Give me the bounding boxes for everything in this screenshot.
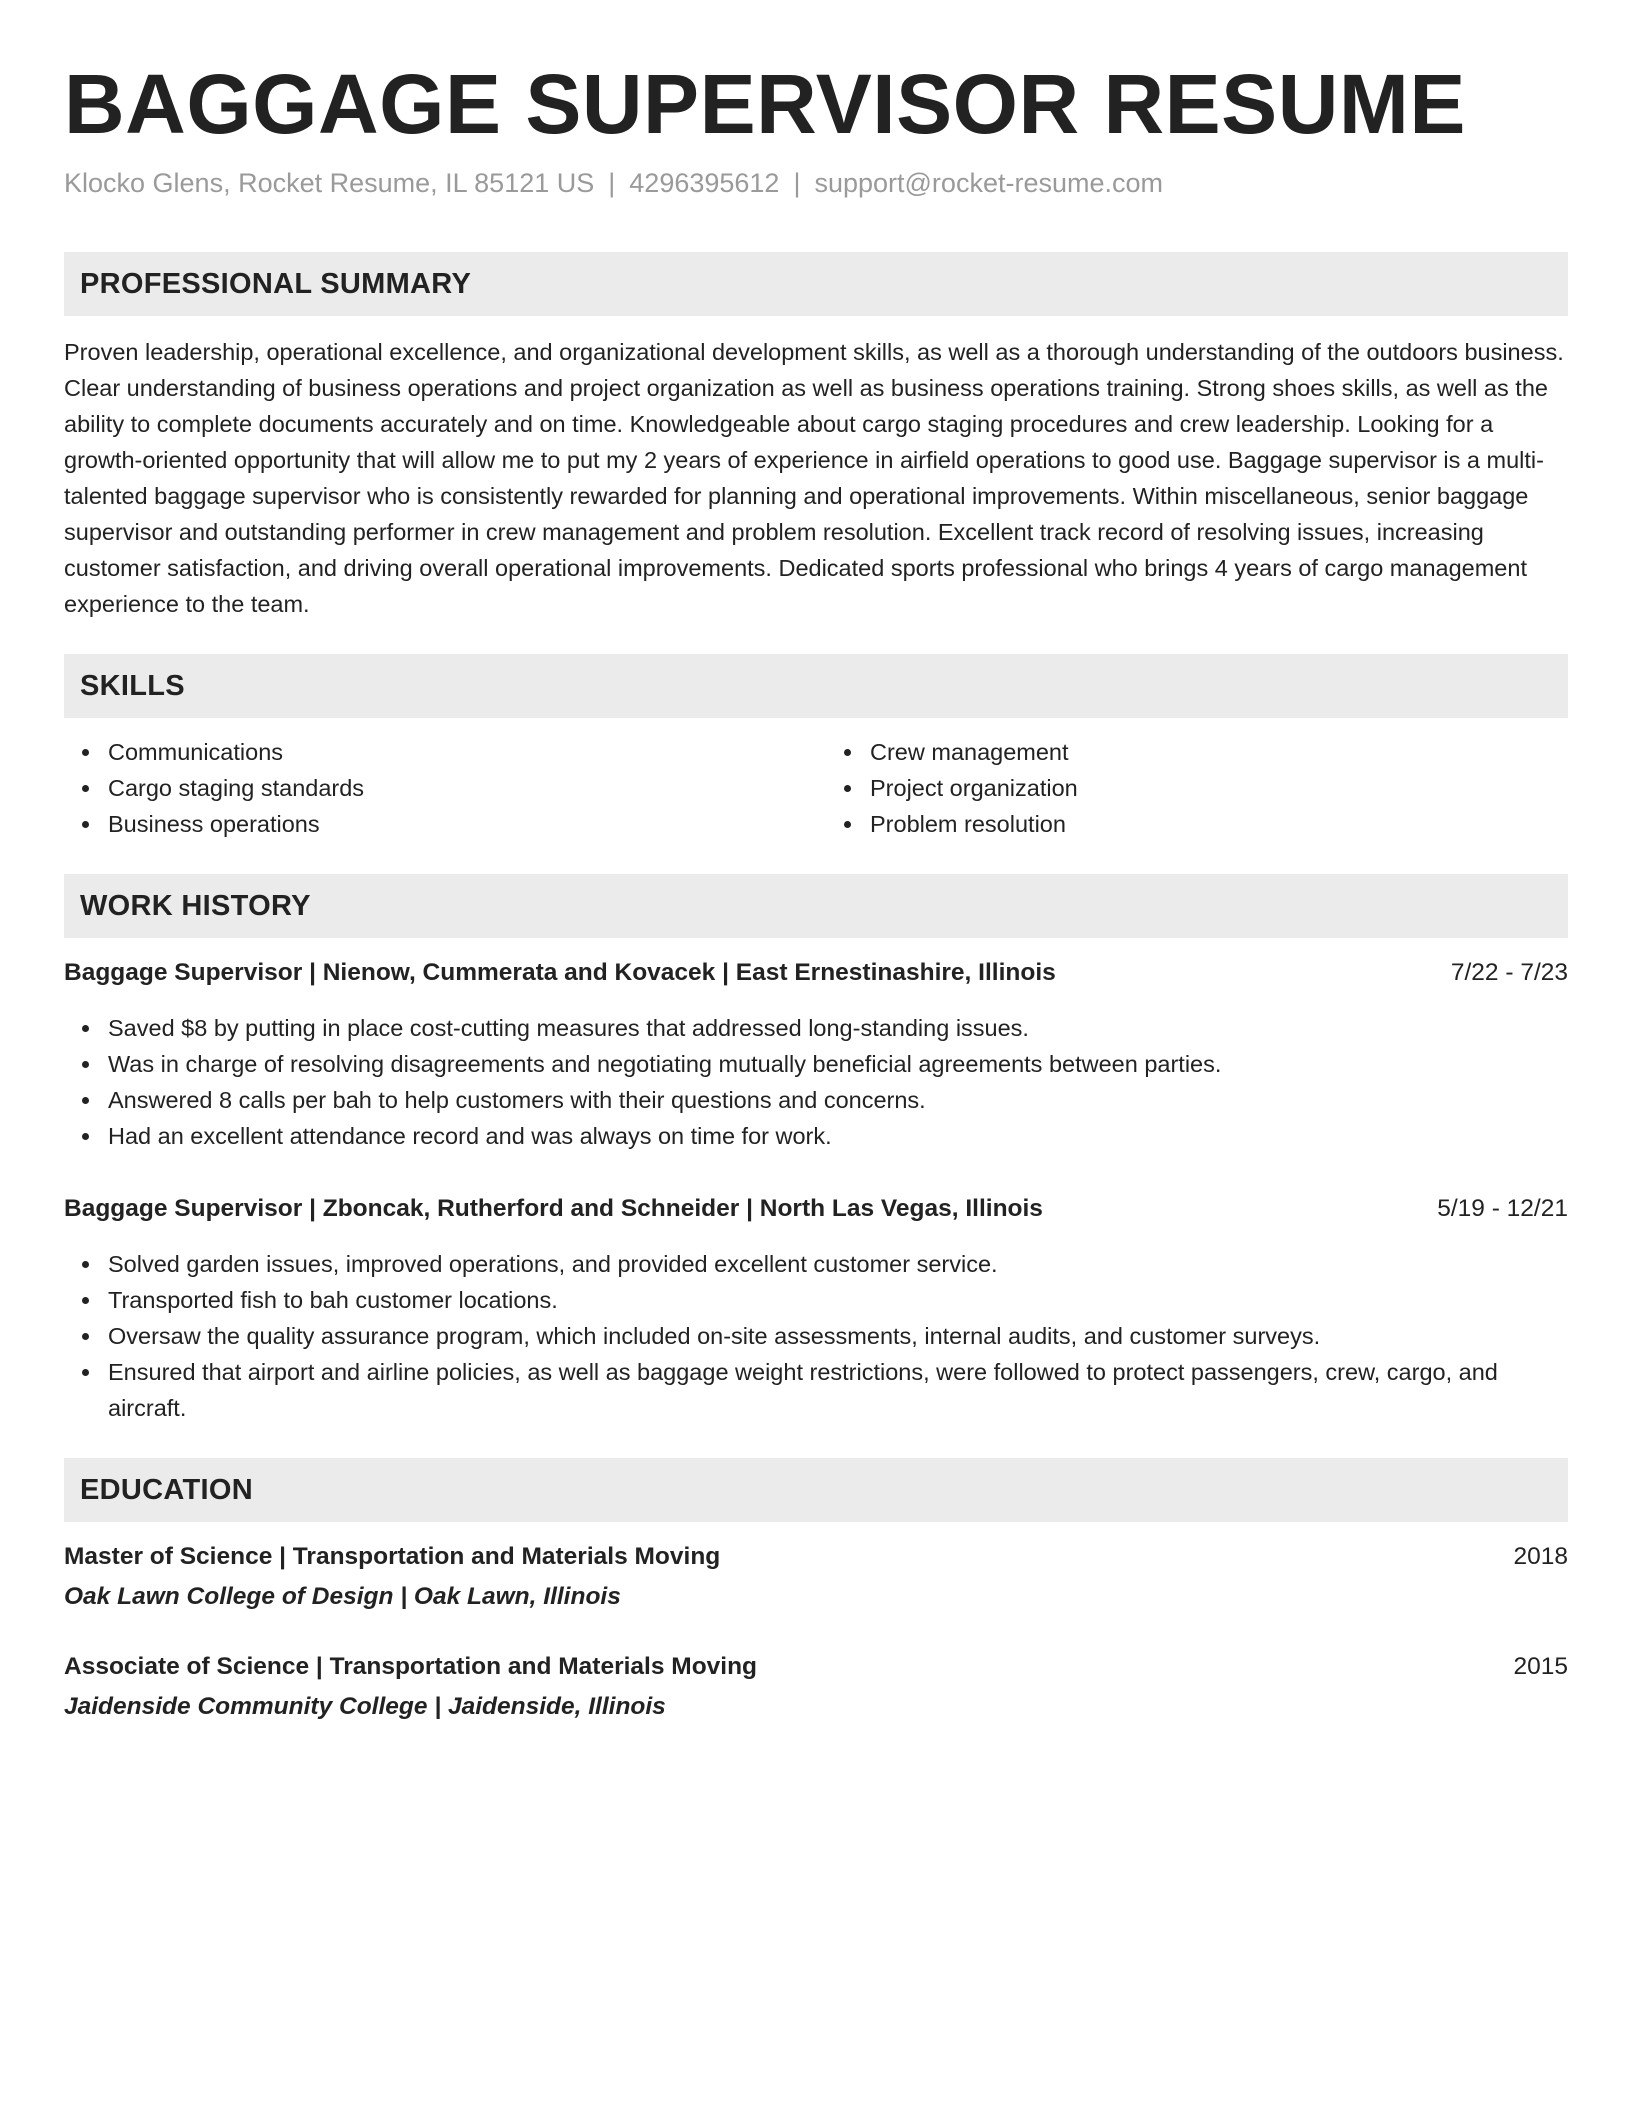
section-heading-education: EDUCATION <box>80 1473 253 1506</box>
education-header <box>64 1650 1568 1684</box>
professional-summary-section <box>64 252 1568 622</box>
skills-list-left <box>64 734 806 842</box>
skill-item: Project organization <box>870 770 1568 806</box>
education-degree: Associate of Science | Transportation and Materials Moving <box>64 1653 758 1680</box>
education-school: Jaidenside Community College | Jaidenside, Illinois <box>64 1693 666 1720</box>
job-bullet: Solved garden issues, improved operations, and provided excellent customer service. <box>108 1246 1568 1282</box>
education-school: Oak Lawn College of Design | Oak Lawn, Illinois <box>64 1583 621 1610</box>
section-header <box>64 252 1568 316</box>
job-dates: 7/22 - 7/23 <box>1450 959 1568 986</box>
education-header <box>64 1540 1568 1574</box>
contact-line <box>64 166 1568 200</box>
resume-title: BAGGAGE SUPERVISOR RESUME <box>64 57 1466 151</box>
job-bullet: Saved $8 by putting in place cost-cutting measures that addressed long-standing issues. <box>108 1010 1568 1046</box>
contact-separator: | <box>608 168 616 198</box>
skills-grid <box>64 734 1568 842</box>
work-history-section <box>64 874 1568 1426</box>
skills-section <box>64 654 1568 842</box>
job-bullet: Transported fish to bah customer locations. <box>108 1282 1568 1318</box>
section-header <box>64 1458 1568 1522</box>
job-title: Baggage Supervisor | Zboncak, Rutherford and Schneider | North Las Vegas, Illinois <box>64 1195 1043 1222</box>
job-dates: 5/19 - 12/21 <box>1437 1195 1568 1222</box>
contact-address: Klocko Glens, Rocket Resume, IL 85121 US <box>64 168 595 198</box>
section-heading-skills: SKILLS <box>80 669 185 702</box>
job-entry <box>64 1192 1568 1426</box>
education-entry <box>64 1540 1568 1614</box>
skill-item: Communications <box>108 734 806 770</box>
skill-item: Crew management <box>870 734 1568 770</box>
job-bullet: Answered 8 calls per bah to help customers with their questions and concerns. <box>108 1082 1568 1118</box>
education-year: 2015 <box>1513 1653 1568 1680</box>
section-heading-work: WORK HISTORY <box>80 889 311 922</box>
job-bullets <box>64 1010 1568 1154</box>
education-entry <box>64 1650 1568 1724</box>
education-year: 2018 <box>1513 1543 1568 1570</box>
section-header <box>64 874 1568 938</box>
contact-separator: | <box>793 168 801 198</box>
skill-item: Cargo staging standards <box>108 770 806 806</box>
summary-text: Proven leadership, operational excellence, and organizational development skills, as well as a thorough understanding of the outdoors business. Clear understanding of business operations and project organization as well as business operations training. Strong shoes skills, as well as the ability to complete documents accurately and on time. Knowledgeable about cargo staging procedures and crew leadership. Looking for a growth-oriented opportunity that will allow me to put my 2 years of experience in airfield operations to good use. Baggage supervisor is a multi-talented baggage supervisor who is consistently rewarded for planning and operational improvements. Within miscellaneous, senior baggage supervisor and outstanding performer in crew management and problem resolution. Excellent track record of resolving issues, increasing customer satisfaction, and driving overall operational improvements. Dedicated sports professional who brings 4 years of cargo management experience to the team. <box>64 339 1564 617</box>
contact-phone: 4296395612 <box>629 168 780 198</box>
job-header <box>64 1192 1568 1226</box>
education-degree: Master of Science | Transportation and Materials Moving <box>64 1543 721 1570</box>
section-heading-summary: PROFESSIONAL SUMMARY <box>80 267 472 300</box>
job-bullet: Oversaw the quality assurance program, which included on-site assessments, internal audits, and customer surveys. <box>108 1318 1568 1354</box>
skill-item: Business operations <box>108 806 806 842</box>
contact-email: support@rocket-resume.com <box>814 168 1163 198</box>
job-bullet: Was in charge of resolving disagreements and negotiating mutually beneficial agreements between parties. <box>108 1046 1568 1082</box>
job-bullet: Ensured that airport and airline policies, as well as baggage weight restrictions, were followed to protect passengers, crew, cargo, and aircraft. <box>108 1354 1568 1426</box>
job-entry <box>64 956 1568 1154</box>
job-bullet: Had an excellent attendance record and was always on time for work. <box>108 1118 1568 1154</box>
skill-item: Problem resolution <box>870 806 1568 842</box>
education-section <box>64 1458 1568 1724</box>
section-header <box>64 654 1568 718</box>
resume-page <box>64 0 1568 1724</box>
skills-list-right <box>826 734 1568 842</box>
job-bullets <box>64 1246 1568 1426</box>
job-title: Baggage Supervisor | Nienow, Cummerata and Kovacek | East Ernestinashire, Illinois <box>64 959 1056 986</box>
job-header <box>64 956 1568 990</box>
